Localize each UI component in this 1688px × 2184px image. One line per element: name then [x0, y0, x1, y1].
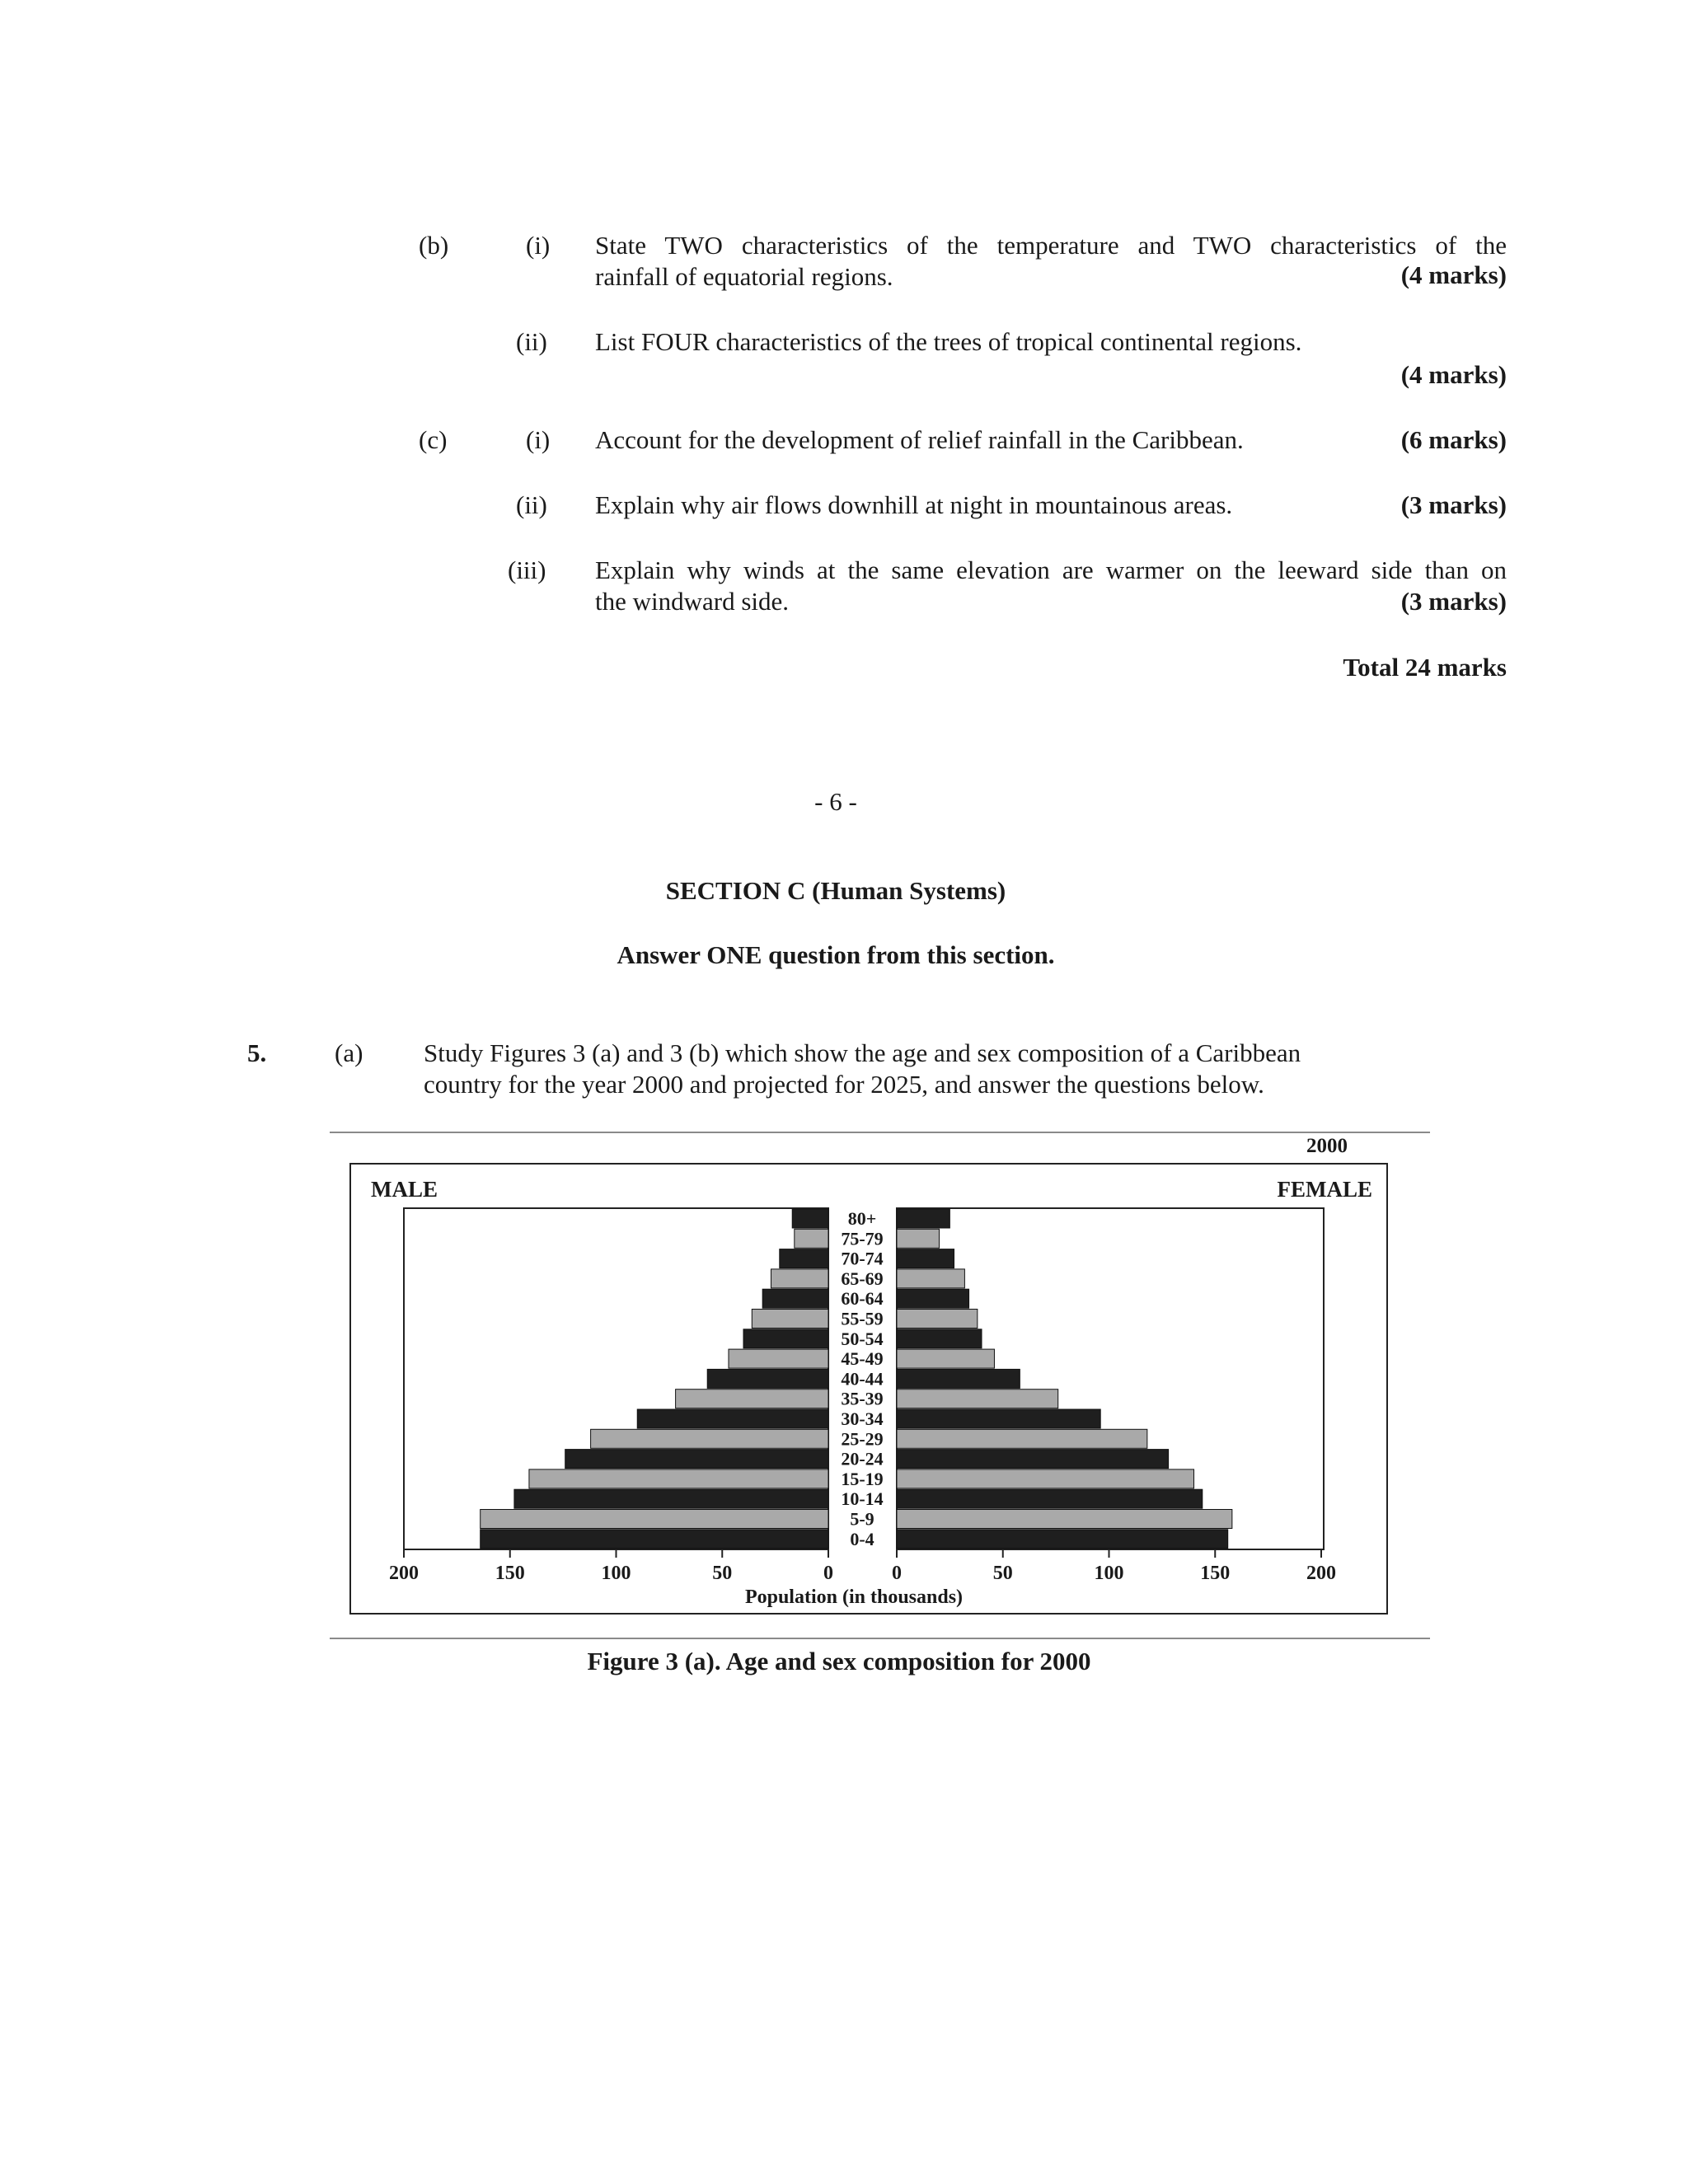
q4c-iii-num: (iii) [508, 555, 546, 584]
female-bar-0-4 [897, 1530, 1228, 1549]
male-bar-25-29 [591, 1429, 828, 1448]
q5-line2: country for the year 2000 and projected for 2025, and answer the questions below. [424, 1070, 1264, 1099]
q4b-i-line2: rainfall of equatorial regions. [595, 262, 893, 291]
q4c-i-marks: (6 marks) [1400, 425, 1507, 454]
female-bar-65-69 [897, 1269, 964, 1288]
age-label-80+: 80+ [847, 1208, 877, 1229]
female-bar-30-34 [897, 1409, 1100, 1428]
female-bar-80+ [897, 1209, 950, 1228]
female-bar-60-64 [897, 1289, 969, 1308]
age-label-70-74: 70-74 [841, 1248, 884, 1269]
male-tick-label-100: 100 [601, 1563, 631, 1584]
female-label: FEMALE [1277, 1177, 1372, 1202]
q5-number: 5. [247, 1038, 267, 1067]
male-bar-80+ [792, 1209, 828, 1228]
q4b-ii-marks: (4 marks) [1400, 360, 1507, 389]
chart-title: 2000 [1306, 1135, 1348, 1157]
age-label-20-24: 20-24 [841, 1448, 884, 1469]
age-label-10-14: 10-14 [841, 1488, 884, 1510]
male-bar-20-24 [565, 1450, 828, 1469]
q4c-iii-line2: the windward side. [595, 587, 790, 616]
female-bar-50-54 [897, 1329, 982, 1348]
female-bar-15-19 [897, 1469, 1194, 1488]
male-bar-35-39 [676, 1390, 828, 1408]
female-bar-10-14 [897, 1489, 1203, 1508]
q5a-label: (a) [335, 1038, 363, 1067]
male-bar-5-9 [481, 1510, 828, 1529]
age-label-45-49: 45-49 [841, 1348, 884, 1370]
q4b-label: (b) [419, 231, 449, 260]
male-bar-40-44 [707, 1369, 828, 1388]
female-tick-label-150: 150 [1200, 1563, 1231, 1584]
male-bar-65-69 [771, 1269, 828, 1288]
female-tick-label-200: 200 [1306, 1563, 1336, 1584]
age-label-30-34: 30-34 [841, 1408, 884, 1429]
female-tick-label-100: 100 [1094, 1563, 1124, 1584]
q4c-ii-line1: Explain why air flows downhill at night in mountainous areas. [595, 490, 1233, 519]
population-pyramid-chart [0, 1121, 1688, 1657]
age-label-40-44: 40-44 [841, 1368, 884, 1390]
q4c-i-num: (i) [526, 425, 551, 454]
q5-line1: Study Figures 3 (a) and 3 (b) which show the age and sex composition of a Caribbean [424, 1038, 1301, 1067]
q4c-i-line1: Account for the development of relief rainfall in the Caribbean. [595, 425, 1244, 454]
female-bar-70-74 [897, 1249, 954, 1268]
male-bar-70-74 [780, 1249, 828, 1268]
male-bar-55-59 [752, 1310, 828, 1329]
age-label-50-54: 50-54 [841, 1328, 884, 1349]
male-bar-0-4 [481, 1530, 828, 1549]
female-tick-label-50: 50 [992, 1563, 1013, 1584]
male-tick-label-50: 50 [712, 1563, 733, 1584]
male-label: MALE [371, 1177, 438, 1202]
male-bar-60-64 [762, 1289, 828, 1308]
q4c-iii-marks: (3 marks) [1400, 587, 1507, 616]
q4b-i-marks: (4 marks) [1400, 260, 1507, 289]
age-label-60-64: 60-64 [841, 1288, 884, 1310]
age-label-35-39: 35-39 [841, 1388, 884, 1409]
q4c-label: (c) [419, 425, 448, 454]
female-bar-5-9 [897, 1510, 1232, 1529]
male-bar-30-34 [637, 1409, 828, 1428]
age-label-5-9: 5-9 [850, 1508, 874, 1530]
female-bar-55-59 [897, 1310, 978, 1329]
male-tick-label-150: 150 [495, 1563, 525, 1584]
age-label-55-59: 55-59 [841, 1308, 884, 1329]
female-bar-20-24 [897, 1450, 1169, 1469]
q4b-ii-num: (ii) [516, 327, 547, 356]
male-bar-45-49 [729, 1349, 828, 1368]
q4c-ii-num: (ii) [516, 490, 547, 519]
female-bar-45-49 [897, 1349, 994, 1368]
age-label-15-19: 15-19 [841, 1468, 884, 1489]
male-tick-label-200: 200 [389, 1563, 419, 1584]
q4b-ii-line1: List FOUR characteristics of the trees of tropical continental regions. [595, 327, 1302, 356]
male-bar-15-19 [529, 1469, 828, 1488]
q4-total: Total 24 marks [1343, 653, 1507, 682]
female-bar-40-44 [897, 1369, 1020, 1388]
age-label-25-29: 25-29 [841, 1428, 884, 1450]
age-label-65-69: 65-69 [841, 1268, 884, 1289]
age-label-75-79: 75-79 [841, 1228, 884, 1249]
male-bar-50-54 [743, 1329, 828, 1348]
page-number: - 6 - [814, 787, 857, 816]
male-tick-label-0: 0 [823, 1563, 833, 1584]
male-bar-75-79 [795, 1229, 828, 1248]
section-title: SECTION C (Human Systems) [665, 876, 1006, 905]
q4c-ii-marks: (3 marks) [1400, 490, 1507, 519]
female-bar-35-39 [897, 1390, 1058, 1408]
q4c-iii-line1: Explain why winds at the same elevation are warmer on the leeward side than on [595, 555, 1507, 584]
female-bar-75-79 [897, 1229, 940, 1248]
q4b-i-num: (i) [526, 231, 551, 260]
x-axis-label: Population (in thousands) [744, 1586, 964, 1608]
female-bar-25-29 [897, 1429, 1147, 1448]
figure-caption: Figure 3 (a). Age and sex composition for 2000 [587, 1647, 1091, 1675]
female-tick-label-0: 0 [892, 1563, 902, 1584]
age-label-0-4: 0-4 [850, 1528, 874, 1549]
q4b-i-line1: State TWO characteristics of the temperature and TWO characteristics of the [595, 231, 1507, 260]
male-bar-10-14 [514, 1489, 828, 1508]
section-instruction: Answer ONE question from this section. [617, 940, 1055, 969]
